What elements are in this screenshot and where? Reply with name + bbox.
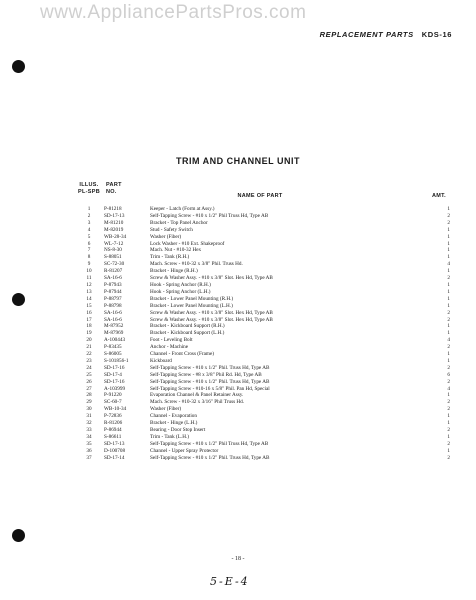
part-amount: 1 <box>447 206 450 212</box>
part-amount: 1 <box>447 302 450 309</box>
part-number: WB-28-34 <box>104 233 127 240</box>
table-row <box>74 220 450 227</box>
part-amount: 2 <box>447 316 450 323</box>
page-header <box>320 30 452 39</box>
table-row <box>74 365 450 372</box>
table-row <box>74 330 450 337</box>
column-header-illus-line2: PL-SPB <box>78 188 100 195</box>
illus-number: 16 <box>86 309 92 316</box>
illus-number: 27 <box>86 385 92 392</box>
part-amount: 2 <box>447 406 450 413</box>
illus-number: 36 <box>86 447 92 454</box>
table-row <box>74 399 450 406</box>
table-row <box>74 296 450 303</box>
part-amount: 6 <box>447 371 450 378</box>
illus-number: 23 <box>86 357 92 364</box>
page-title: TRIM AND CHANNEL UNIT <box>176 156 300 166</box>
part-amount: 1 <box>447 233 450 240</box>
part-amount: 1 <box>447 323 450 330</box>
part-number: P-72836 <box>104 413 122 420</box>
header-code: KDS-16 <box>421 30 452 39</box>
part-amount: 2 <box>447 309 450 316</box>
table-row <box>74 420 450 427</box>
part-number: S-86005 <box>104 351 122 358</box>
illus-number: 13 <box>86 288 92 295</box>
parts-table <box>74 206 450 462</box>
illus-number: 21 <box>86 344 92 351</box>
illus-number: 4 <box>87 226 91 233</box>
table-row <box>74 213 450 220</box>
table-row <box>74 434 450 441</box>
part-name: Lock Washer - #10 Ext. Shakeproof <box>150 240 225 247</box>
illus-number: 26 <box>86 378 92 385</box>
column-header-part-line1: PART <box>106 182 122 188</box>
part-number: P-88797 <box>104 295 122 302</box>
part-number: SD-17-13 <box>104 212 125 219</box>
watermark: www.AppliancePartsPros.com <box>40 2 307 23</box>
part-name: Self-Tapping Screw - #10 x 1/2" Phil. Truss Hd, Type AB <box>150 454 270 461</box>
part-amount: 1 <box>447 351 450 358</box>
part-number: S-88051 <box>104 254 122 261</box>
part-number: P-87944 <box>104 288 122 295</box>
part-name: Kickboard <box>150 357 172 364</box>
part-number: SC-60-7 <box>104 399 122 406</box>
part-number: WL-7-12 <box>104 240 124 247</box>
part-name: Bracket - Lower Panel Mounting (L.H.) <box>150 302 233 309</box>
illus-number: 31 <box>86 413 92 420</box>
part-name: Self-Tapping Screw - #10 x 1/2" Phil. Truss Hd, Type AB <box>150 378 270 385</box>
part-number: SA-16-6 <box>104 316 122 323</box>
table-row <box>74 392 450 399</box>
part-name: Self-Tapping Screw - #10-16 x 5/8" Phil. Pan Hd, Special <box>150 385 270 392</box>
part-number: D-100708 <box>104 447 126 454</box>
part-amount: 4 <box>447 385 450 392</box>
part-number: A-100443 <box>104 337 126 344</box>
illus-number: 7 <box>87 247 91 254</box>
part-amount: 1 <box>447 413 450 420</box>
part-number: P-91220 <box>104 392 122 399</box>
part-name: Mach. Nut - #10-32 Hex <box>150 247 202 254</box>
page-number: - 18 - <box>231 556 245 562</box>
table-row <box>74 358 450 365</box>
part-amount: 2 <box>447 212 450 219</box>
part-number: A-103999 <box>104 385 126 392</box>
part-number: M-87952 <box>104 323 124 330</box>
part-amount: 2 <box>447 344 450 351</box>
part-number: S-86611 <box>104 433 122 440</box>
illus-number: 3 <box>87 219 91 226</box>
binder-hole-top <box>12 60 25 73</box>
part-amount: 4 <box>447 261 450 268</box>
part-name: Screw & Washer Assy. - #10 x 3/8" Slot. Hex Hd, Type AB <box>150 275 273 282</box>
part-number: SD-17-4 <box>104 371 122 378</box>
part-amount: 1 <box>447 447 450 454</box>
part-name: Hook - Spring Anchor (R.H.) <box>150 281 211 288</box>
table-row <box>74 455 450 462</box>
part-amount: 2 <box>447 440 450 447</box>
part-amount: 2 <box>447 427 450 433</box>
part-name: Washer (Fiber) <box>150 406 182 413</box>
part-number: P-83435 <box>104 344 122 351</box>
column-header-illus <box>75 182 103 195</box>
part-number: WB-10-34 <box>104 406 127 413</box>
part-number: M-87969 <box>104 330 124 337</box>
table-row <box>74 427 450 434</box>
illus-number: 34 <box>86 433 92 440</box>
part-name: Self-Tapping Screw - #10 x 1/2" Phil Truss Hd, Type AB <box>150 440 269 447</box>
part-amount: 2 <box>447 275 450 282</box>
column-header-illus-line1: ILLUS. <box>79 182 99 188</box>
table-row <box>74 310 450 317</box>
illus-number: 33 <box>86 427 92 433</box>
column-header-amt: AMT. <box>431 193 446 199</box>
part-number: M-81210 <box>104 219 124 226</box>
part-amount: 1 <box>447 240 450 247</box>
column-header-part-line2: NO. <box>106 188 117 195</box>
illus-number: 22 <box>86 351 92 358</box>
illus-number: 25 <box>86 371 92 378</box>
part-number: SD-17-13 <box>104 440 125 447</box>
illus-number: 20 <box>86 337 92 344</box>
table-row <box>74 448 450 455</box>
part-amount: 1 <box>447 281 450 288</box>
handwritten-note: 5-E-4 <box>210 575 250 588</box>
illus-number: 14 <box>86 295 92 302</box>
table-row <box>74 261 450 268</box>
header-label: REPLACEMENT PARTS <box>319 30 414 39</box>
illus-number: 28 <box>86 392 92 399</box>
part-number: NS-8-30 <box>104 247 122 254</box>
column-header-part <box>106 182 136 195</box>
part-amount: 1 <box>447 247 450 254</box>
part-amount: 1 <box>447 268 450 275</box>
part-name: Channel - Evaporation <box>150 413 197 420</box>
part-name: Channel - Front Cross (Frame) <box>150 351 214 358</box>
part-name: Trim - Tank (L.H.) <box>150 433 189 440</box>
part-name: Foot - Leveling Bolt <box>150 337 193 344</box>
table-row <box>74 303 450 310</box>
part-number: S-101856-1 <box>104 357 129 364</box>
table-row <box>74 317 450 324</box>
part-amount: 2 <box>447 378 450 385</box>
part-name: Bracket - Kickboard Support (R.H.) <box>150 323 225 330</box>
table-row <box>74 247 450 254</box>
illus-number: 29 <box>86 399 92 406</box>
part-number: P-86944 <box>104 427 122 433</box>
table-row <box>74 275 450 282</box>
illus-number: 11 <box>86 275 92 282</box>
part-number: SD-17-16 <box>104 364 125 371</box>
illus-number: 37 <box>86 454 92 461</box>
part-number: SD-17-16 <box>104 378 125 385</box>
part-name: Anchor - Machine <box>150 344 189 351</box>
table-row <box>74 386 450 393</box>
table-row <box>74 441 450 448</box>
part-number: SD-17-14 <box>104 454 125 461</box>
part-name: Channel - Upper Spray Protector <box>150 447 219 454</box>
table-row <box>74 289 450 296</box>
part-number: SC-72-30 <box>104 261 125 268</box>
part-amount: 4 <box>447 337 450 344</box>
part-name: Bracket - Hinge (L.H.) <box>150 420 198 427</box>
binder-hole-middle <box>12 293 25 306</box>
table-row <box>74 337 450 344</box>
part-name: Bracket - Kickboard Support (L.H.) <box>150 330 225 337</box>
part-number: P-87943 <box>104 281 122 288</box>
table-row <box>74 379 450 386</box>
table-row <box>74 372 450 379</box>
illus-number: 2 <box>87 212 91 219</box>
part-number: P-88798 <box>104 302 122 309</box>
part-name: Bracket - Lower Panel Mounting (R.H.) <box>150 295 234 302</box>
table-row <box>74 227 450 234</box>
part-number: P-81218 <box>104 206 122 212</box>
table-row <box>74 406 450 413</box>
illus-number: 30 <box>86 406 92 413</box>
illus-number: 19 <box>86 330 92 337</box>
illus-number: 9 <box>87 261 91 268</box>
part-amount: 1 <box>447 288 450 295</box>
table-row <box>74 268 450 275</box>
part-name: Self-Tapping Screw - #10 x 1/2" Phil Truss Hd, Type AB <box>150 212 269 219</box>
part-name: Mach. Screw - #10-32 x 3/16" Phil Truss Hd. <box>150 399 245 406</box>
part-amount: 1 <box>447 357 450 364</box>
table-row <box>74 254 450 261</box>
part-name: Screw & Washer Assy. - #10 x 3/8" Slot. Hex Hd, Type AB <box>150 309 273 316</box>
illus-number: 1 <box>87 206 91 212</box>
part-name: Bracket - Top Panel Anchor <box>150 219 208 226</box>
part-name: Stud - Safety Switch <box>150 226 193 233</box>
part-name: Screw & Washer Assy. - #10 x 3/8" Slot. Hex Hd, Type AB <box>150 316 273 323</box>
part-number: M-82019 <box>104 226 124 233</box>
part-name: Self-Tapping Screw - #8 x 3/8" Phil Rd. Hd, Type AB <box>150 371 262 378</box>
part-amount: 2 <box>447 364 450 371</box>
illus-number: 10 <box>86 268 92 275</box>
part-number: SA-16-6 <box>104 275 122 282</box>
part-amount: 2 <box>447 219 450 226</box>
table-row <box>74 282 450 289</box>
table-row <box>74 241 450 248</box>
column-header-name: NAME OF PART <box>237 193 283 199</box>
table-row <box>74 206 450 213</box>
binder-hole-bottom <box>12 529 25 542</box>
illus-number: 32 <box>86 420 92 427</box>
part-name: Washer (Fiber) <box>150 233 182 240</box>
part-name: Bearing - Door Stop Insert <box>150 427 206 433</box>
part-amount: 1 <box>447 254 450 261</box>
part-name: Hook - Spring Anchor (L.H.) <box>150 288 211 295</box>
table-row <box>74 413 450 420</box>
illus-number: 8 <box>87 254 91 261</box>
part-name: Self-Tapping Screw - #10 x 1/2" Phil. Truss Hd, Type AB <box>150 364 270 371</box>
table-row <box>74 323 450 330</box>
illus-number: 35 <box>86 440 92 447</box>
illus-number: 18 <box>86 323 92 330</box>
part-amount: 1 <box>447 392 450 399</box>
part-name: Mach. Screw - #10-32 x 3/8" Phil. Truss Hd. <box>150 261 243 268</box>
illus-number: 15 <box>86 302 92 309</box>
illus-number: 6 <box>87 240 91 247</box>
part-number: R-81207 <box>104 268 123 275</box>
part-name: Bracket - Hinge (R.H.) <box>150 268 198 275</box>
illus-number: 24 <box>86 364 92 371</box>
part-amount: 1 <box>447 420 450 427</box>
table-row <box>74 351 450 358</box>
illus-number: 12 <box>86 281 92 288</box>
part-amount: 2 <box>447 454 450 461</box>
part-amount: 2 <box>447 399 450 406</box>
illus-number: 17 <box>86 316 92 323</box>
table-row <box>74 344 450 351</box>
part-amount: 1 <box>447 330 450 337</box>
part-number: SA-16-6 <box>104 309 122 316</box>
part-name: Trim - Tank (R.H.) <box>150 254 190 261</box>
part-name: Keeper - Latch (Form at Assy.) <box>150 206 215 212</box>
part-number: R-81206 <box>104 420 123 427</box>
part-amount: 1 <box>447 433 450 440</box>
table-row <box>74 234 450 241</box>
part-amount: 1 <box>447 295 450 302</box>
illus-number: 5 <box>87 233 91 240</box>
part-name: Evaporation Channel & Panel Retainer Assy. <box>150 392 244 399</box>
part-amount: 1 <box>447 226 450 233</box>
